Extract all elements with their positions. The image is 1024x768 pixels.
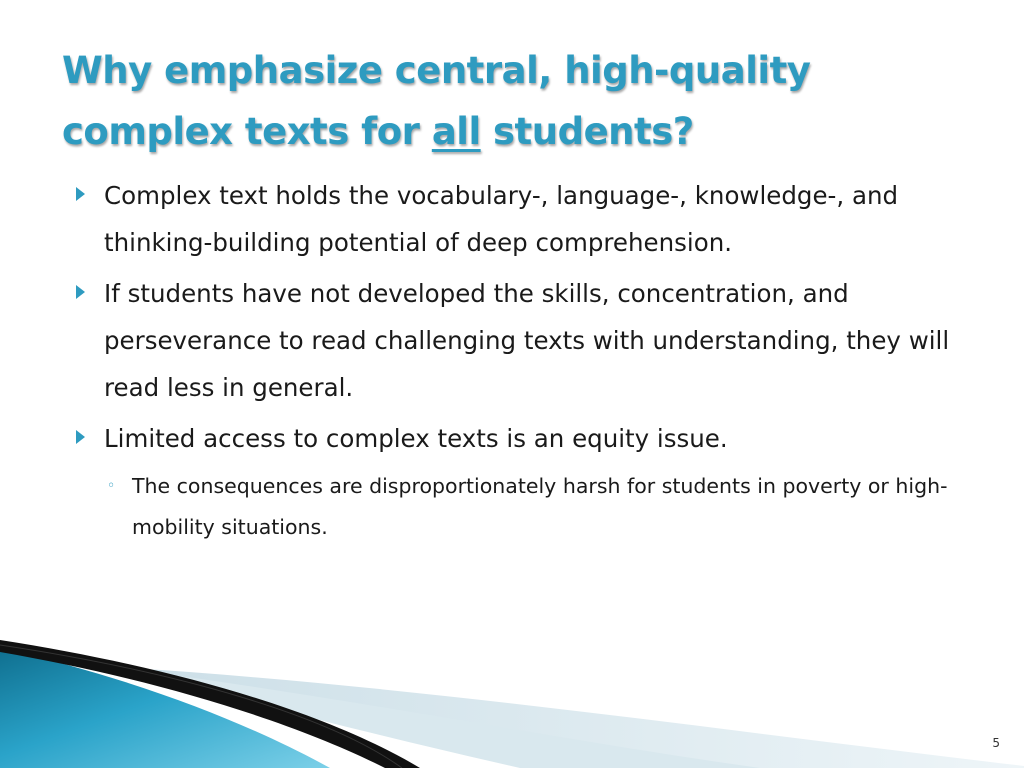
bullet-text: If students have not developed the skills, concentration, and perseverance to read challenging texts with understanding, they will read less in general. [104,279,950,402]
bullet-text: Limited access to complex texts is an equity issue. [104,424,728,453]
bullet-text: Complex text holds the vocabulary-, language-, knowledge-, and thinking-building potential of deep comprehension. [104,181,899,257]
sub-bullet-text: The consequences are disproportionately harsh for students in poverty or high-mobility situations. [132,474,948,539]
circle-bullet-icon: ◦ [107,478,116,494]
title-text-start: Why emphasize central, high-quality complex texts for [62,49,811,153]
title-text-end: students? [480,110,694,153]
title-emphasis: all [431,110,481,153]
page-number: 5 [992,736,1000,750]
